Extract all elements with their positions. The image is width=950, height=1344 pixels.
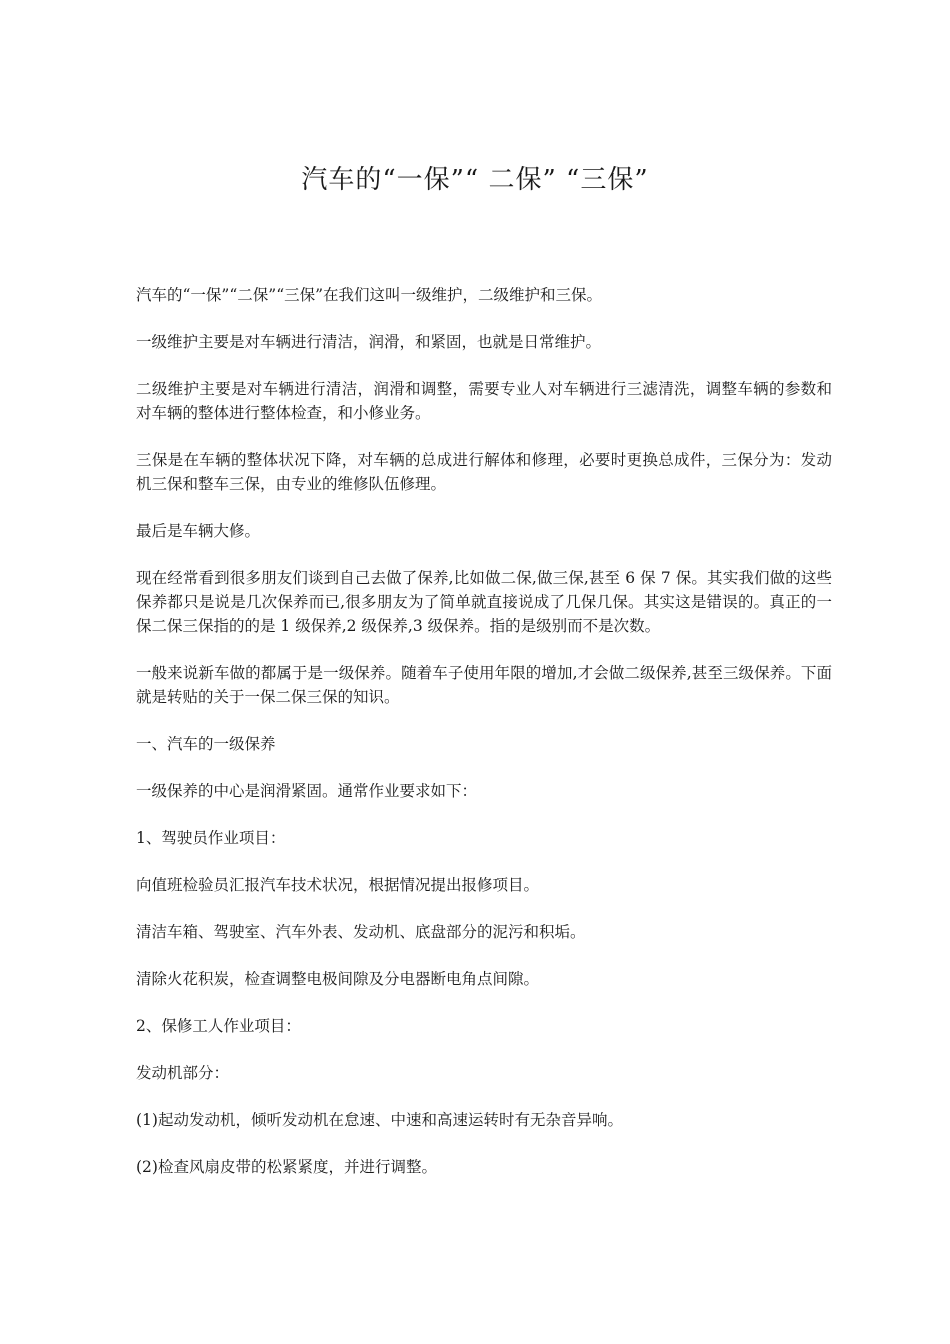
paragraph: 二级维护主要是对车辆进行清洁，润滑和调整，需要专业人对车辆进行三滤清洗，调整车辆的参数和对车辆的整体进行整体检查，和小修业务。 — [136, 380, 832, 422]
section-heading: 一、汽车的一级保养 — [136, 735, 276, 753]
list-item: 向值班检验员汇报汽车技术状况，根据情况提出报修项目。 — [136, 876, 540, 894]
list-item: (1)起动发动机，倾听发动机在怠速、中速和高速运转时有无杂音异响。 — [136, 1111, 623, 1129]
list-item: (2)检查风扇皮带的松紧紧度，并进行调整。 — [136, 1158, 437, 1176]
subsection-heading: 2、保修工人作业项目： — [136, 1017, 301, 1035]
list-item: 清洁车箱、驾驶室、汽车外表、发动机、底盘部分的泥污和积垢。 — [136, 923, 586, 941]
paragraph: 一级保养的中心是润滑紧固。通常作业要求如下： — [136, 782, 478, 800]
subsection-heading: 1、驾驶员作业项目： — [136, 829, 286, 847]
paragraph: 现在经常看到很多朋友们谈到自己去做了保养,比如做二保,做三保,甚至 6 保 7 保。其实我们做的这些保养都只是说是几次保养而已,很多朋友为了简单就直接说成了几保几保。其实这是错误的。真正的一保二保三保指的的是 1 级保养,2 级保养,3 级保养。指的是级别而不是次数。 — [136, 569, 832, 635]
paragraph: 一级维护主要是对车辆进行清洁，润滑，和紧固，也就是日常维护。 — [136, 333, 602, 351]
document-body — [136, 283, 832, 1202]
paragraph: 发动机部分： — [136, 1064, 230, 1082]
document-title: 汽车的“一保”“ 二保” “三保” — [301, 165, 649, 195]
paragraph: 最后是车辆大修。 — [136, 522, 261, 540]
list-item: 清除火花积炭，检查调整电极间隙及分电器断电角点间隙。 — [136, 970, 540, 988]
paragraph: 汽车的“一保”“二保”“三保”在我们这叫一级维护，二级维护和三保。 — [136, 286, 603, 304]
paragraph: 一般来说新车做的都属于是一级保养。随着车子使用年限的增加,才会做二级保养,甚至三级保养。下面就是转贴的关于一保二保三保的知识。 — [136, 664, 832, 706]
paragraph: 三保是在车辆的整体状况下降，对车辆的总成进行解体和修理，必要时更换总成件，三保分为：发动机三保和整车三保，由专业的维修队伍修理。 — [136, 451, 832, 493]
